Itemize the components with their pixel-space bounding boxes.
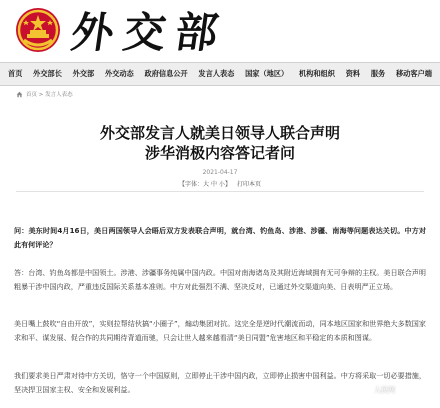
nav-item[interactable]: 移动客户端 — [395, 69, 432, 78]
title-divider — [16, 191, 424, 192]
watermark — [362, 385, 395, 395]
article-paragraph: 答：台湾、钓鱼岛都是中国领土。涉港、涉疆事务纯属中国内政。中国对南海诸岛及其附近海域拥有无可争辩的主权。美日联合声明粗暴干涉中国内政，严重违反国际关系基本准则。中方对此强烈不满、坚决反对，已通过外交渠道向美、日表明严正立场。 — [14, 268, 426, 292]
nav-item[interactable]: 外交部长 — [33, 69, 62, 78]
article-paragraph: 美日嘴上鼓吹“自由开放”，实则拉帮结伙搞“小圈子”，煽动集团对抗。这完全是逆时代潮流而动，同本地区国家和世界绝大多数国家求和平、谋发展、促合作的共同期待背道而驰，只会让世人越来越看清“美日同盟”危害地区和平稳定的本质和图谋。 — [14, 319, 426, 343]
article-tools — [0, 179, 440, 188]
print-button[interactable]: 打印本页 — [236, 181, 261, 188]
font-label-text: 【字体： — [179, 181, 204, 188]
article-title-line-1: 外交部发言人就美日领导人联合声明 — [99, 124, 340, 142]
font-label-close: 】 — [224, 181, 231, 188]
font-size-label — [179, 179, 231, 188]
nav-item[interactable]: 机构和组织 — [298, 69, 335, 78]
main-navigation — [0, 62, 440, 86]
national-emblem-icon[interactable] — [14, 6, 62, 54]
article-question: 问：美东时间4月16日，美日两国领导人会晤后双方发表联合声明，就台湾、钓鱼岛、涉港、涉疆、南海等问题表达关切。中方对此有何评论？ — [14, 226, 426, 250]
font-medium-button[interactable]: 中 — [210, 181, 217, 188]
nav-item[interactable]: 发言人表态 — [198, 69, 235, 78]
article-date: 2021-04-17 — [202, 169, 238, 176]
article-title-line-2: 涉华消极内容答记者问 — [144, 144, 295, 162]
breadcrumb-text[interactable]: 首页 > 发言人表态 — [26, 92, 73, 98]
nav-item[interactable]: 外交部 — [72, 69, 95, 78]
breadcrumb-trail — [16, 90, 73, 98]
people-daily-icon — [362, 385, 372, 395]
home-icon[interactable] — [16, 91, 23, 98]
nav-item[interactable]: 服务 — [370, 69, 386, 78]
nav-item[interactable]: 政府信息公开 — [144, 69, 188, 78]
site-brand-logo[interactable]: 外交部 — [68, 8, 232, 57]
nav-item[interactable]: 外交动态 — [104, 69, 134, 78]
site-header — [0, 0, 440, 62]
watermark-text: 人民网 — [374, 386, 395, 394]
article-paragraph: 我们要求美日严肃对待中方关切，恪守一个中国原则，立即停止干涉中国内政，立即停止损害中国利益。中方将采取一切必要措施，坚决捍卫国家主权、安全和发展利益。 — [14, 371, 426, 395]
nav-item[interactable]: 国家（地区） — [245, 69, 289, 78]
font-large-button[interactable]: 大 — [203, 181, 210, 188]
nav-item[interactable]: 首页 — [8, 69, 23, 78]
breadcrumb — [0, 86, 440, 102]
nav-item[interactable]: 资料 — [345, 69, 361, 78]
nav-items-container — [0, 63, 440, 85]
font-small-button[interactable]: 小 — [218, 181, 225, 188]
